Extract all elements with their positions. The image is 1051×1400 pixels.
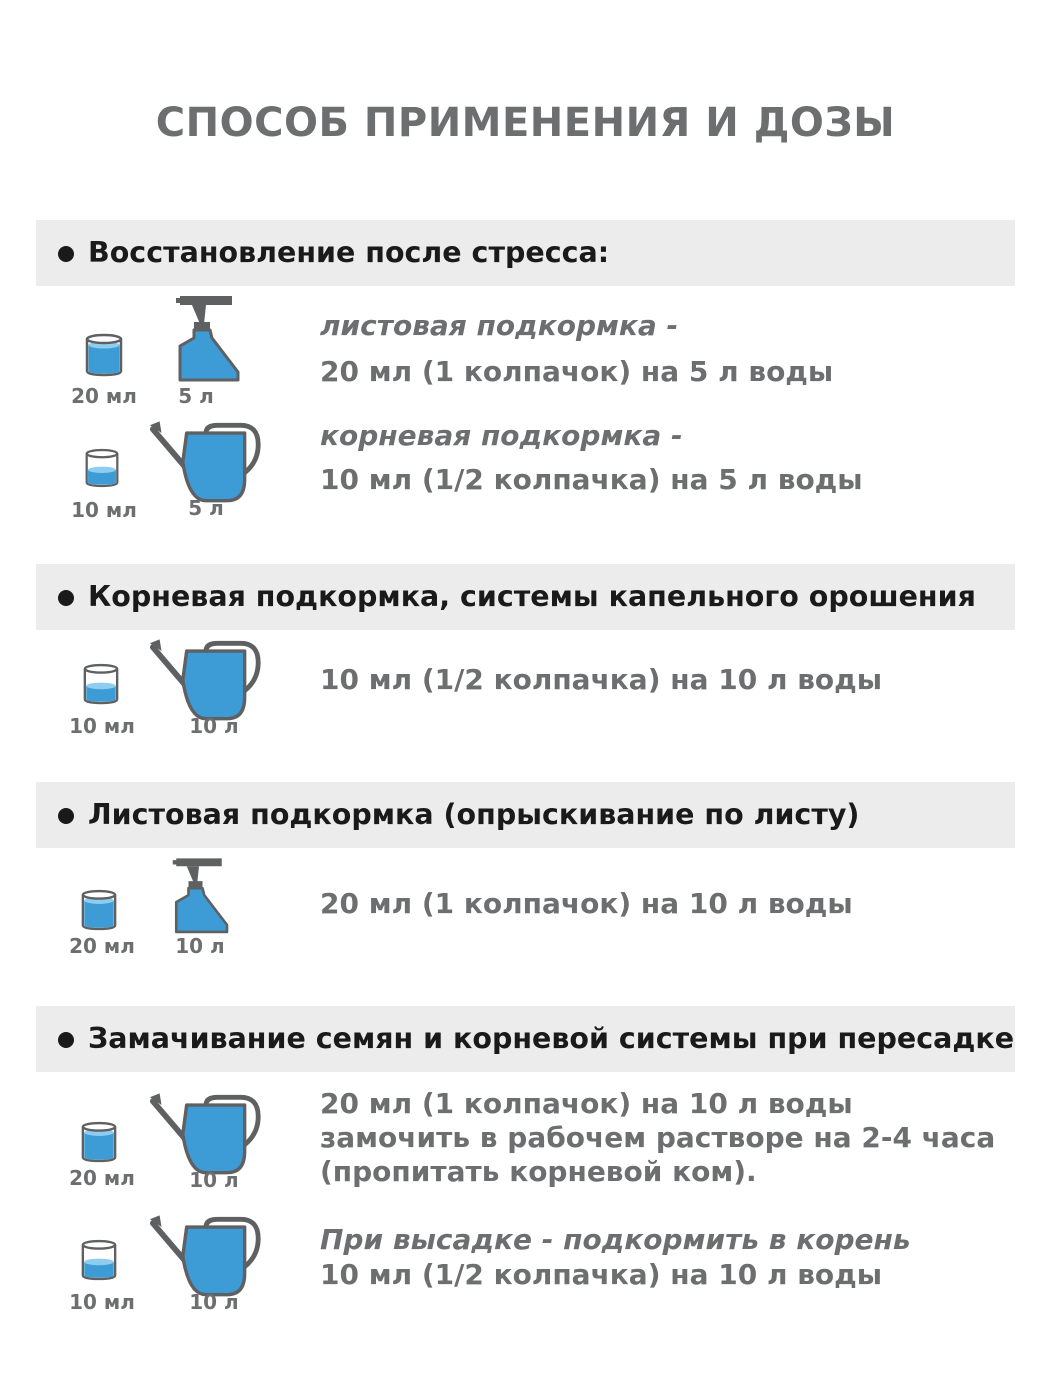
spray-bottle-icon [164,856,234,936]
cup-label: 20 мл [69,934,135,958]
bullet-icon [58,808,74,824]
section-heading-band [36,564,1015,630]
section-heading-band [36,782,1015,848]
vessel-label: 5 л [188,496,224,520]
dose-amount: 20 мл (1 колпачок) на 5 л воды [320,355,834,388]
watering-can-icon [148,418,264,508]
section-heading: Восстановление после стресса: [88,236,610,269]
spray-bottle-icon [166,294,246,384]
measuring-cup-icon [84,333,124,377]
dose-amount: 10 мл (1/2 колпачка) на 10 л воды [320,663,883,696]
cup-label: 10 мл [69,1290,135,1314]
cup-label: 10 мл [69,714,135,738]
vessel-label: 10 л [175,934,225,958]
watering-can-icon [148,636,264,726]
page-title: СПОСОБ ПРИМЕНЕНИЯ И ДОЗЫ [155,100,896,146]
watering-can-icon [148,1090,264,1180]
bullet-icon [58,1032,74,1048]
measuring-cup-icon [80,888,118,932]
vessel-label: 10 л [189,1168,239,1192]
cup-label: 20 мл [69,1166,135,1190]
dose-amount: 10 мл (1/2 колпачка) на 10 л воды [320,1258,883,1291]
soak-instruction: замочить в рабочем растворе на 2-4 часа [320,1121,996,1154]
measuring-cup-icon [80,1238,118,1282]
watering-can-icon [148,1212,264,1302]
vessel-label: 10 л [189,1290,239,1314]
section-heading: Листовая подкормка (опрыскивание по листу) [88,798,860,831]
dose-method: корневая подкормка - [320,419,683,452]
bullet-icon [58,246,74,262]
dose-method: При высадке - подкормить в корень [320,1223,911,1256]
section-heading: Замачивание семян и корневой системы при пересадке [88,1022,1015,1055]
measuring-cup-icon [80,1120,118,1164]
dose-amount: 20 мл (1 колпачок) на 10 л воды [320,1087,853,1120]
dose-amount: 20 мл (1 колпачок) на 10 л воды [320,887,853,920]
dose-method: листовая подкормка - [320,309,679,342]
cup-label: 10 мл [71,498,137,522]
bullet-icon [58,590,74,606]
section-heading-band [36,1006,1015,1072]
section-heading: Корневая подкормка, системы капельного орошения [88,580,976,613]
dose-amount: 10 мл (1/2 колпачка) на 5 л воды [320,463,863,496]
measuring-cup-icon [82,662,120,706]
vessel-label: 5 л [178,384,214,408]
cup-label: 20 мл [71,384,137,408]
vessel-label: 10 л [189,714,239,738]
measuring-cup-icon [84,446,120,490]
soak-note: (пропитать корневой ком). [320,1155,757,1188]
section-heading-band [36,220,1015,286]
